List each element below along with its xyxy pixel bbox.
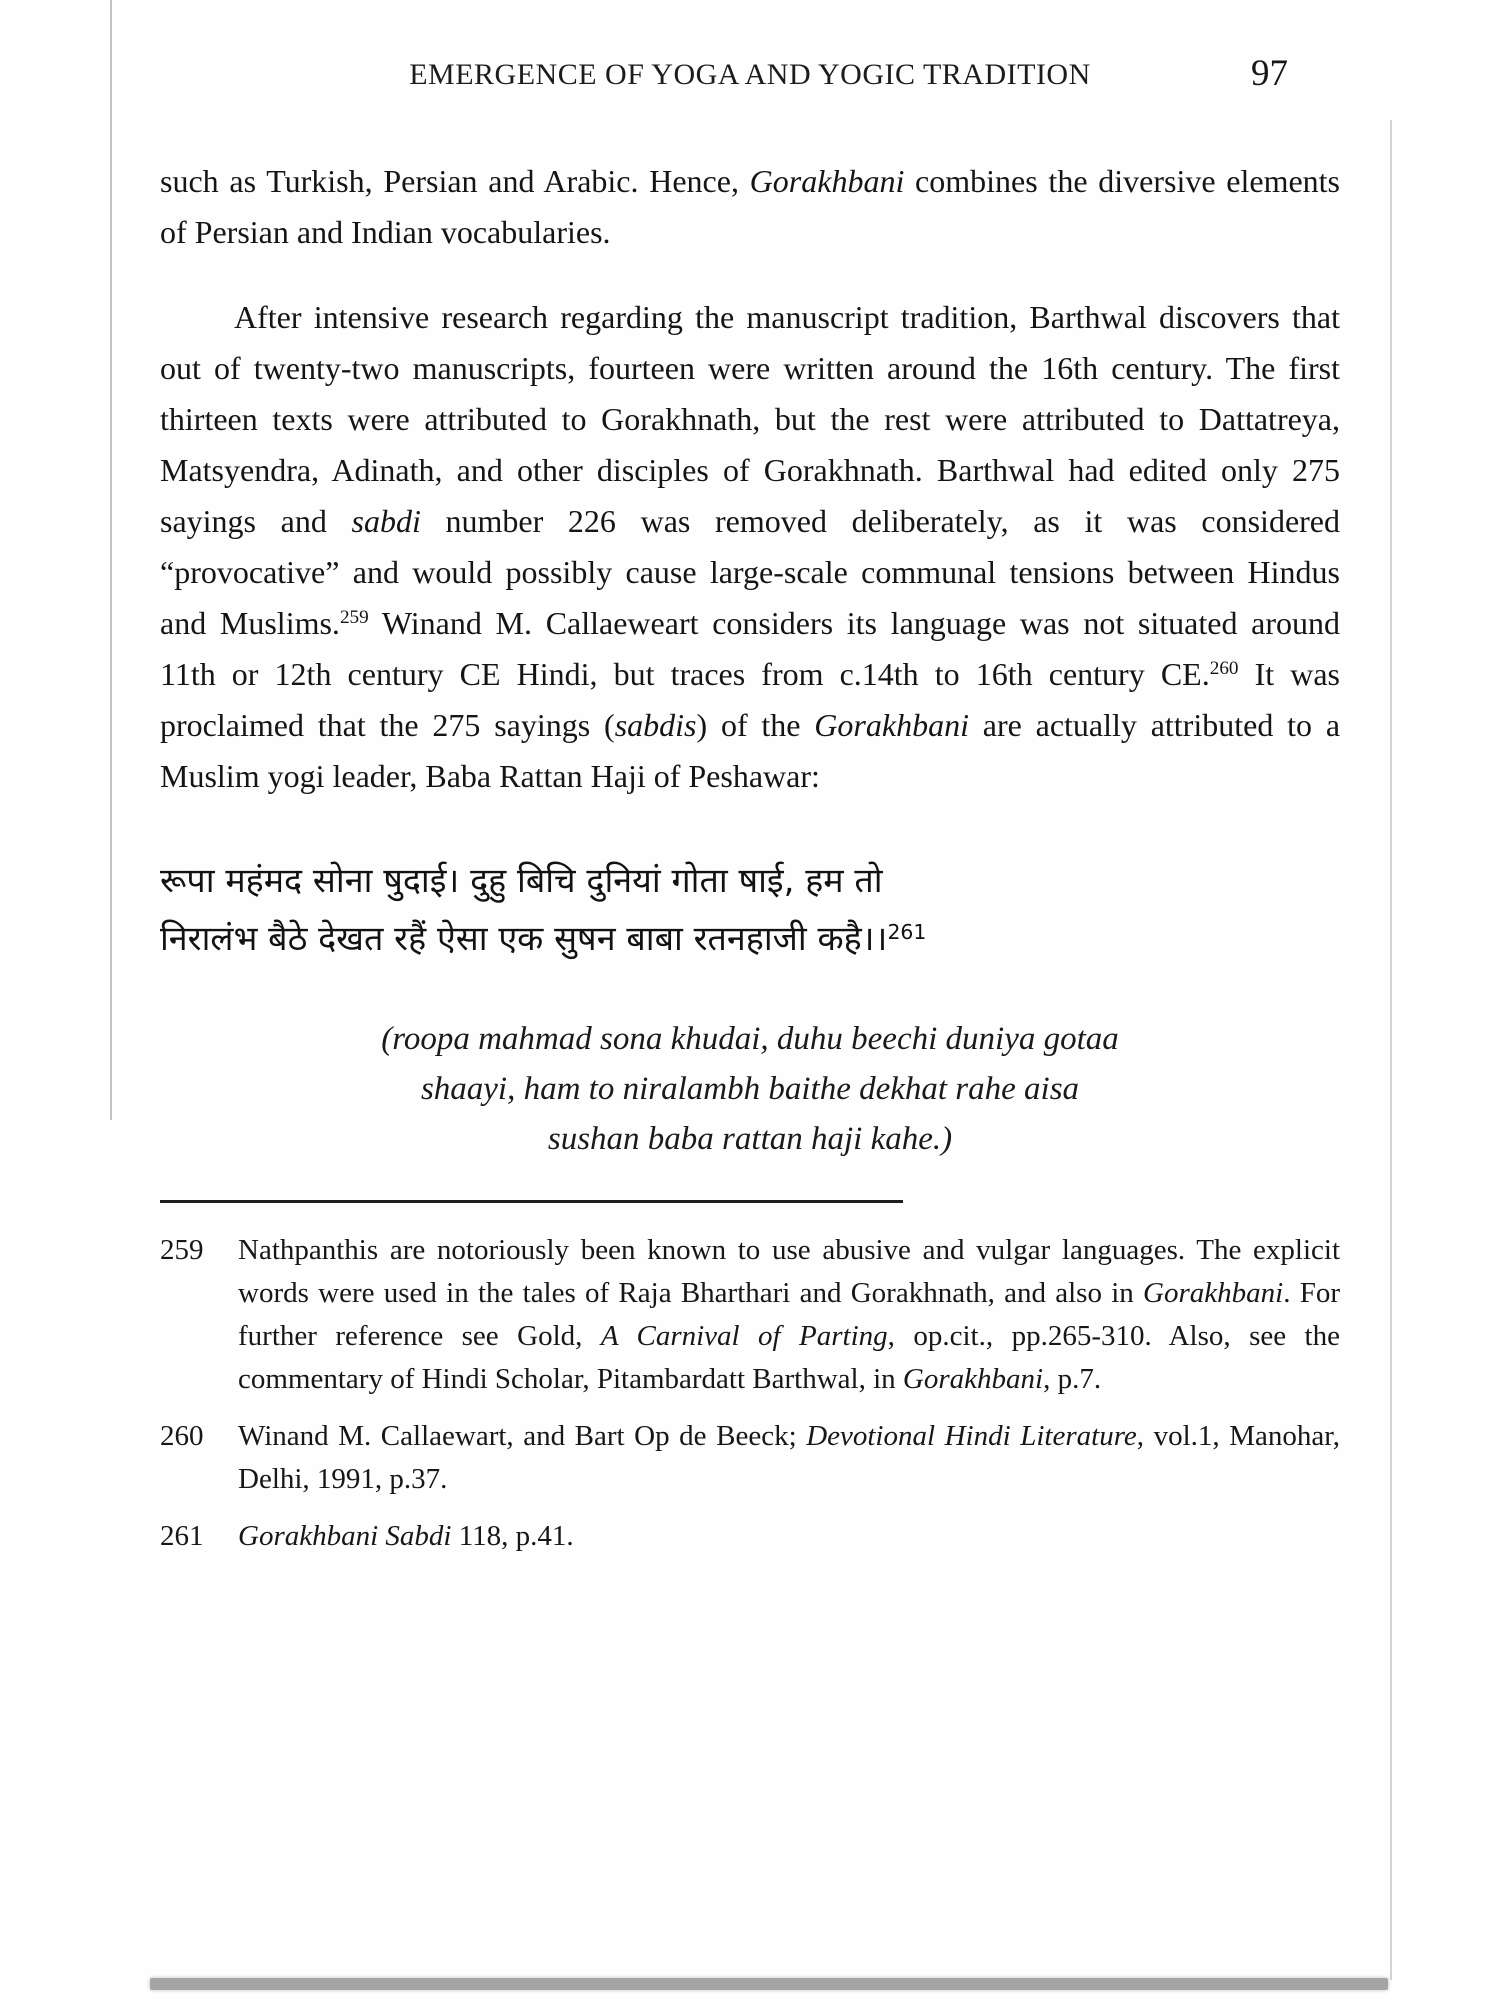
footnote-number: 260 bbox=[160, 1420, 204, 1452]
footnote-text: Nathpanthis are notoriously been known to use abusive and vulgar languages. The explicit words were used in the tales of Raja Bharthari and Gorakhnath, and also in Gorakhbani. For further reference see Gold, A Carnival of Parting, op.cit., pp.265-310. Also, see the commentary of Hindi Scholar, Pitambardatt Barthwal, in Gorakhbani, p.7. bbox=[238, 1234, 1340, 1395]
footnote-separator bbox=[160, 1200, 903, 1203]
running-title: EMERGENCE OF YOGA AND YOGIC TRADITION bbox=[409, 58, 1091, 91]
page-number: 97 bbox=[1251, 53, 1288, 94]
footnote bbox=[160, 1415, 1340, 1501]
transliteration-block bbox=[160, 1014, 1340, 1164]
verse-line: रूपा महंमद सोना षुदाई। दुहु बिचि दुनियां गोता षाई, हम तो bbox=[160, 861, 883, 901]
page-header bbox=[160, 53, 1340, 104]
footnote-text: Winand M. Callaewart, and Bart Op de Beeck; Devotional Hindi Literature, vol.1, Manohar, Delhi, 1991, p.37. bbox=[238, 1420, 1340, 1495]
verse-line: निरालंभ बैठे देखत रहैं ऐसा एक सुषन बाबा रतनहाजी कहै।।$^{261}$ bbox=[160, 919, 927, 959]
devanagari-verse bbox=[160, 852, 1340, 968]
book-page bbox=[112, 0, 1388, 1975]
transliteration-line: shaayi, ham to niralambh baithe dekhat rahe aisa bbox=[420, 1071, 1080, 1107]
page-right-edge bbox=[1390, 120, 1392, 1980]
footnote-text: Gorakhbani Sabdi 118, p.41. bbox=[238, 1520, 574, 1552]
body-paragraph: such as Turkish, Persian and Arabic. Hence, Gorakhbani combines the diversive elements of Persian and Indian vocabularies. bbox=[160, 163, 1341, 250]
footnote-number: 261 bbox=[160, 1520, 204, 1552]
body-paragraph: After intensive research regarding the manuscript tradition, Barthwal discovers that out of twenty-two manuscripts, fourteen were written around the 16th century. The first thirteen texts were attributed to Gorakhnath, but the rest were attributed to Dattatreya, Matsyendra, Adinath, and other disciples of Gorakhnath. Barthwal had edited only 275 sayings and sabdi number 226 was removed deliberately, as it was considered “provocative” and would possibly cause large-scale communal tensions between Hindus and Muslims.$^{259}$ Winand M. Callaeweart considers its language was not situated around 11th or 12th century CE Hindi, but traces from c.14th to 16th century CE.$^{260}$ It was proclaimed that the 275 sayings (sabdis) of the Gorakhbani are actually attributed to a Muslim yogi leader, Baba Rattan Haji of Peshawar: bbox=[160, 299, 1341, 794]
transliteration-line: sushan baba rattan haji kahe.) bbox=[547, 1121, 953, 1157]
page-bottom-edge bbox=[150, 1978, 1388, 1990]
transliteration-line: (roopa mahmad sona khudai, duhu beechi duniya gotaa bbox=[381, 1021, 1119, 1057]
footnote bbox=[160, 1229, 1340, 1401]
footnote bbox=[160, 1515, 1340, 1558]
footnote-number: 259 bbox=[160, 1234, 204, 1266]
